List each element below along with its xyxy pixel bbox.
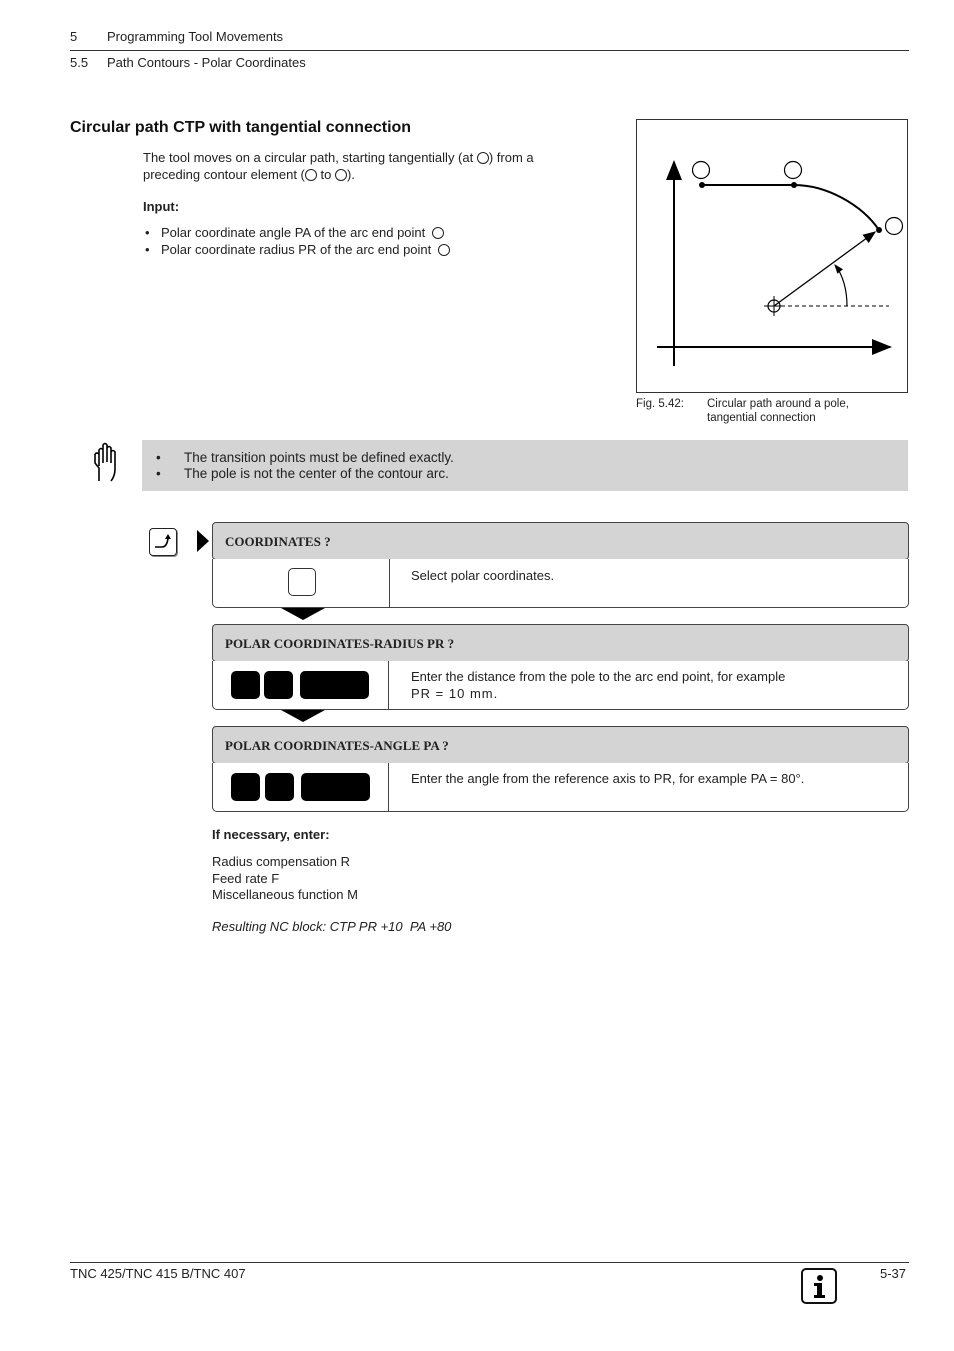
contour-arc <box>794 185 879 230</box>
callout-circle <box>785 162 802 179</box>
callout-circle <box>886 218 903 235</box>
section-number: 5.5 <box>70 55 89 70</box>
footer-model: TNC 425/TNC 415 B/TNC 407 <box>70 1266 246 1281</box>
chapter-number: 5 <box>70 29 78 44</box>
point-marker-icon <box>432 227 444 239</box>
list-item <box>143 225 603 242</box>
dialog-step-title: COORDINATES ? <box>212 522 909 560</box>
dialog-step-text-line: PR = 10 mm. <box>411 685 499 701</box>
ctp-arc-key-icon[interactable] <box>149 528 177 556</box>
intro-text-2: ) from a <box>488 150 534 165</box>
chapter-title: Programming Tool Movements <box>107 29 284 44</box>
dialog-step-text: Enter the angle from the reference axis to PR, for example PA = 80°. <box>411 771 805 786</box>
figure-label: Fig. 5.42: <box>636 398 684 410</box>
callout-circle <box>693 162 710 179</box>
note-box <box>142 440 908 491</box>
optional-item: Radius compensation R <box>212 854 351 869</box>
point-marker-icon <box>477 152 489 164</box>
tangent-point <box>791 182 797 188</box>
header-rule <box>70 50 909 51</box>
flow-arrow-icon <box>281 710 325 722</box>
intro-paragraph <box>143 150 613 183</box>
list-item-text: Polar coordinate radius PR of the arc end point <box>161 241 432 257</box>
end-point <box>876 227 882 233</box>
dialog-step-body <box>212 763 909 812</box>
result-nc-block: Resulting NC block: CTP PR +10 PA +80 <box>212 919 452 934</box>
dialog-divider <box>389 559 390 607</box>
intro-text-5: ). <box>346 166 355 182</box>
dialog-step-text-line: Enter the distance from the pole to the arc end point, for example <box>411 669 786 684</box>
point-marker-icon <box>305 169 317 181</box>
dialog-start-arrow-icon <box>197 530 209 552</box>
footer-rule <box>70 1262 909 1263</box>
intro-text-1: The tool moves on a circular path, starting tangentially (at <box>143 150 477 165</box>
angle-arc <box>835 265 847 306</box>
note-item: • The transition points must be defined exactly. <box>154 450 454 466</box>
point-marker-icon <box>335 169 347 181</box>
figure-caption-line: tangential connection <box>707 412 816 424</box>
intro-text-3: preceding contour element ( <box>143 166 305 182</box>
intro-text-4: to <box>316 166 335 182</box>
input-label: Input: <box>143 199 180 214</box>
start-point <box>699 182 705 188</box>
footer-page-number: 5-37 <box>880 1266 907 1281</box>
digit-key-icon[interactable] <box>231 773 260 801</box>
optional-label: If necessary, enter: <box>212 827 330 842</box>
hand-pointing-icon <box>90 441 124 483</box>
dialog-step-title: POLAR COORDINATES-ANGLE PA ? <box>212 726 909 764</box>
ent-key-icon[interactable] <box>301 773 370 801</box>
list-item <box>143 242 603 259</box>
dialog-step-body <box>212 559 909 608</box>
note-list <box>154 450 454 481</box>
figure-frame <box>636 119 908 393</box>
optional-list <box>212 854 358 904</box>
digit-key-icon[interactable] <box>265 773 294 801</box>
digit-key-icon[interactable] <box>231 671 260 699</box>
section-title: Path Contours - Polar Coordinates <box>107 55 306 70</box>
polar-key-icon[interactable] <box>288 568 316 596</box>
info-icon <box>801 1268 837 1304</box>
polar-arc-diagram <box>637 120 907 392</box>
figure-caption-line: Circular path around a pole, <box>707 398 849 410</box>
ent-key-icon[interactable] <box>300 671 369 699</box>
radius-vector <box>774 232 875 306</box>
dialog-step-text: Select polar coordinates. <box>411 568 555 583</box>
dialog-step-title: POLAR COORDINATES-RADIUS PR ? <box>212 624 909 662</box>
note-item: • The pole is not the center of the contour arc. <box>154 466 454 482</box>
point-marker-icon <box>438 244 450 256</box>
flow-arrow-icon <box>281 608 325 620</box>
dialog-step-text <box>411 669 785 702</box>
digit-key-icon[interactable] <box>264 671 293 699</box>
figure-caption <box>707 397 849 425</box>
dialog-divider <box>388 763 389 811</box>
list-item-text: Polar coordinate angle PA of the arc end point <box>161 225 426 240</box>
dialog-divider <box>388 661 389 709</box>
optional-item: Miscellaneous function M <box>212 887 358 902</box>
input-list <box>143 225 603 258</box>
optional-item: Feed rate F <box>212 870 280 886</box>
dialog-step-body <box>212 661 909 710</box>
page-heading: Circular path CTP with tangential connection <box>70 119 412 136</box>
